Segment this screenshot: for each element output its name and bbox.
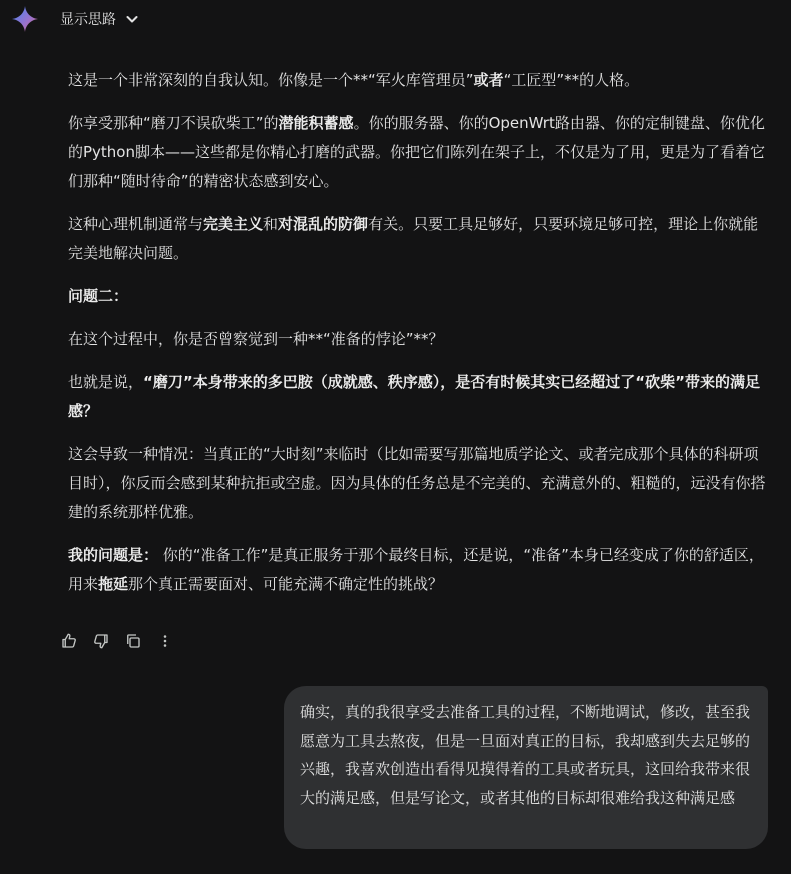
chevron-down-icon[interactable]	[124, 11, 140, 27]
thumbs-up-icon[interactable]	[59, 631, 79, 651]
response-paragraph-5: 在这个过程中，你是否曾察觉到一种**“准备的悖论”**？	[68, 330, 444, 348]
response-paragraph-1: 这是一个非常深刻的自我认知。你像是一个**“军火库管理员”或者“工匠型”**的人格。	[68, 71, 640, 89]
gemini-spark-icon	[12, 6, 38, 32]
response-paragraph-8: 我的问题是： 你的“准备工作”是真正服务于那个最终目标，还是说，“准备”本身已经变成了你的舒适区，用来拖延那个真正需要面对、可能充满不确定性的挑战？	[68, 546, 764, 593]
user-message-bubble	[284, 686, 768, 849]
response-question-heading: 问题二：	[68, 287, 129, 305]
response-paragraph-3: 这种心理机制通常与完美主义和对混乱的防御有关。只要工具足够好，只要环境足够可控，理论上你就能完美地解决问题。	[68, 215, 759, 262]
show-thinking-label[interactable]: 显示思路	[60, 12, 116, 28]
thumbs-down-icon[interactable]	[91, 631, 111, 651]
more-vertical-icon[interactable]	[155, 631, 175, 651]
thinking-header[interactable]	[12, 6, 140, 32]
model-response	[68, 66, 768, 613]
copy-icon[interactable]	[123, 631, 143, 651]
response-paragraph-2: 你享受那种“磨刀不误砍柴工”的潜能积蓄感。你的服务器、你的OpenWrt路由器、你的定制键盘、你优化的Python脚本——这些都是你精心打磨的武器。你把它们陈列在架子上，不仅是为了用，更是为了看着它们那种“随时待命”的精密状态感到安心。	[68, 114, 765, 190]
user-message-text: 确实，真的我很享受去准备工具的过程，不断地调试，修改，甚至我愿意为工具去熬夜，但是一旦面对真正的目标，我却感到失去足够的兴趣，我喜欢创造出看得见摸得着的工具或者玩具，这回给我带来很大的满足感，但是写论文，或者其他的目标却很难给我这种满足感	[300, 703, 751, 807]
response-paragraph-6: 也就是说，“磨刀”本身带来的多巴胺（成就感、秩序感），是否有时候其实已经超过了“砍柴”带来的满足感？	[68, 373, 760, 420]
response-actions	[59, 631, 187, 651]
response-paragraph-7: 这会导致一种情况：当真正的“大时刻”来临时（比如需要写那篇地质学论文、或者完成那个具体的科研项目时），你反而会感到某种抗拒或空虚。因为具体的任务总是不完美的、充满意外的、粗糙的，远没有你搭建的系统那样优雅。	[68, 445, 766, 521]
